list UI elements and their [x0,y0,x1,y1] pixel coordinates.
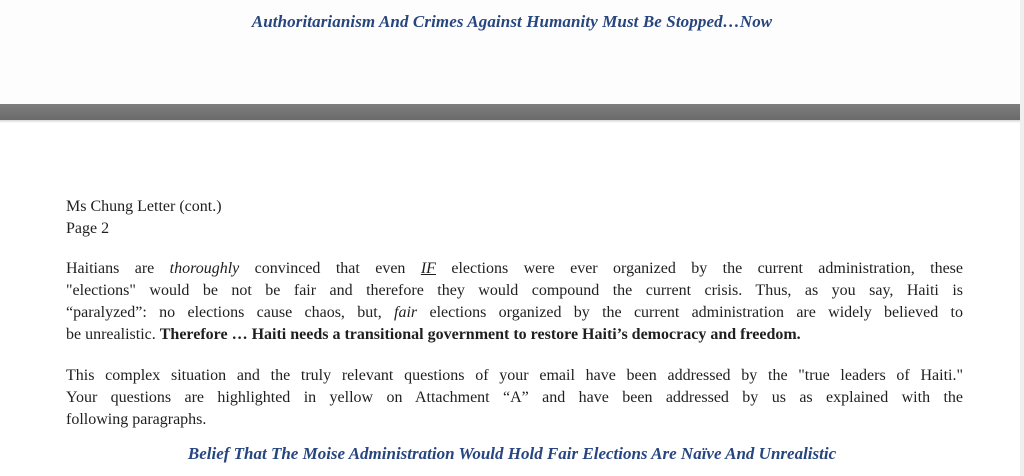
emphasis-conclusion: Therefore … Haiti needs a transitional government to restore Haiti’s democracy and freedom. [159,326,801,343]
header-banner: Authoritarianism And Crimes Against Humanity Must Be Stopped…Now [251,12,773,31]
emphasis-thoroughly: thoroughly [169,260,240,277]
paragraph-1 [66,258,963,346]
paragraph-2-line-2: Your questions are highlighted in yellow on Attachment “A” and have been addressed by us as explained with the [66,389,963,406]
page-number: Page 2 [66,220,110,237]
paragraph-1-line-4: be unrealistic. Therefore … Haiti needs a transitional government to restore Haiti’s democracy and freedom. [66,326,801,343]
section-heading: Belief That The Moise Administration Would Hold Fair Elections Are Naïve And Unrealistic [187,444,837,463]
page-separator-shadow [0,120,1024,123]
paragraph-1-line-1: Haitians are thoroughly convinced that even IF elections were ever organized by the current administration, these [66,260,963,277]
paragraph-2-line-3: following paragraphs. [66,411,207,428]
paragraph-2 [66,365,963,431]
page-1-bottom [0,0,1024,104]
page-separator [0,104,1024,120]
paragraph-1-line-2: "elections" would be not be fair and therefore they would compound the current crisis. Thus, as you say, Haiti is [66,282,963,299]
paragraph-2-line-1: This complex situation and the truly relevant questions of your email have been addressed by the "true leaders of Haiti." [66,367,963,384]
emphasis-if: IF [420,260,436,277]
letter-title: Ms Chung Letter (cont.) [66,198,222,215]
viewer-scroll-edge[interactable] [1020,0,1024,476]
letter-reference [66,196,222,240]
emphasis-fair: fair [394,304,418,321]
paragraph-1-line-3: “paralyzed”: no elections cause chaos, but, fair elections organized by the current administration are widely believed to [66,304,964,321]
